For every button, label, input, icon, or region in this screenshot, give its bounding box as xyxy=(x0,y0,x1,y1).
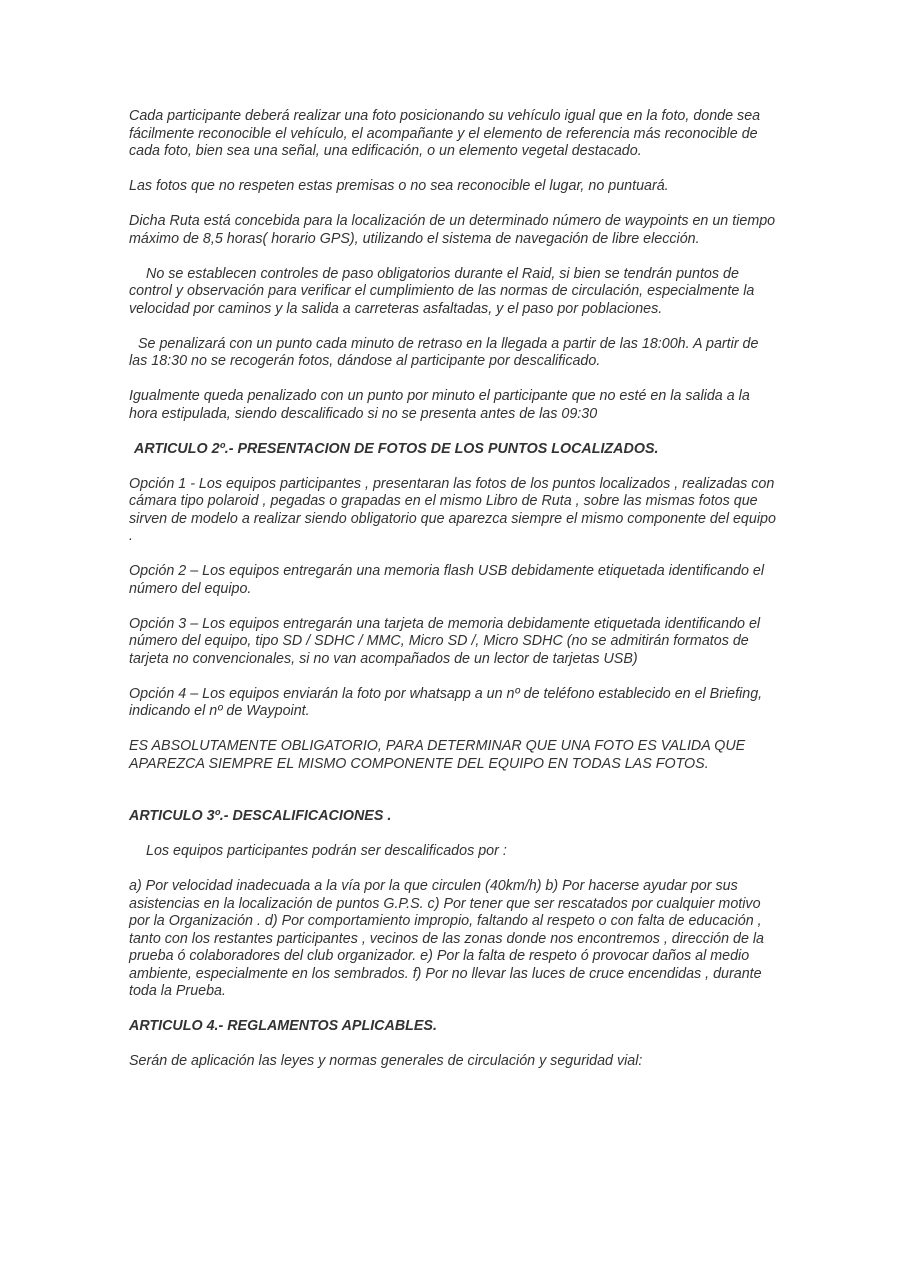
paragraph-control-points: No se establecen controles de paso obligatorios durante el Raid, si bien se tendrán puntos de control y observación para verificar el cumplimiento de las normas de circulación, especialmente la velocidad por caminos y la salida a carreteras asfaltadas, y el paso por poblaciones. xyxy=(129,265,755,317)
spacer xyxy=(129,791,779,809)
paragraph-photo-scoring: Las fotos que no respeten estas premisas o no sea reconocible el lugar, no puntuará. xyxy=(129,178,669,194)
paragraph-route-description: Dicha Ruta está concebida para la localización de un determinado número de waypoints en un tiempo máximo de 8,5 horas( horario GPS), utilizando el sistema de navegación de libre elección. xyxy=(129,213,776,247)
document-page xyxy=(129,108,779,1088)
paragraph-disqualification-list: a) Por velocidad inadecuada a la vía por la que circulen (40km/h) b) Por hacerse ayudar por sus asistencias en la localización de puntos G.P.S. c) Por tener que ser rescatados por cualquier motivo por la Organización . d) Por comportamiento impropio, faltando al respeto o con falta de educación , tanto con los restantes participantes , vecinos de las zonas donde nos encontremos , dirección de la prueba ó colaboradores del club organizador. e) Por la falta de respeto ó provocar daños al medio ambiente, especialmente en los sembrados. f) Por no llevar las luces de cruce encendidas , durante toda la Prueba. xyxy=(129,878,764,999)
paragraph-disqualification-intro: Los equipos participantes podrán ser descalificados por : xyxy=(146,843,507,859)
paragraph-penalty-delay: Se penalizará con un punto cada minuto de retraso en la llegada a partir de las 18:00h. A partir de las 18:30 no se recogerán fotos, dándose al participante por descalificado. xyxy=(129,335,759,369)
paragraph-penalty-start: Igualmente queda penalizado con un punto por minuto el participante que no esté en la salida a la hora estipulada, siendo descalificado si no se presenta antes de las 09:30 xyxy=(129,388,750,422)
paragraph-option-4: Opción 4 – Los equipos enviarán la foto por whatsapp a un nº de teléfono establecido en el Briefing, indicando el nº de Waypoint. xyxy=(129,685,763,719)
paragraph-photo-requirements: Cada participante deberá realizar una foto posicionando su vehículo igual que en la foto, donde sea fácilmente reconocible el vehículo, el acompañante y el elemento de referencia más reconocible de cada foto, bien sea una señal, una edificación, o un elemento vegetal destacado. xyxy=(129,108,761,159)
paragraph-option-1: Opción 1 - Los equipos participantes , presentaran las fotos de los puntos localizados , realizadas con cámara tipo polaroid , pegadas o grapadas en el mismo Libro de Ruta , sobre las mismas fotos que sirven de modelo a realizar siendo obligatorio que aparezca siempre el mismo componente del equipo . xyxy=(129,475,776,544)
paragraph-applicable-rules: Serán de aplicación las leyes y normas generales de circulación y seguridad vial: xyxy=(129,1053,643,1069)
paragraph-mandatory-notice: ES ABSOLUTAMENTE OBLIGATORIO, PARA DETERMINAR QUE UNA FOTO ES VALIDA QUE APAREZCA SIEMPRE EL MISMO COMPONENTE DEL EQUIPO EN TODAS LAS FOTOS. xyxy=(129,738,746,772)
heading-article-4: ARTICULO 4.- REGLAMENTOS APLICABLES. xyxy=(129,1018,437,1034)
paragraph-option-2: Opción 2 – Los equipos entregarán una memoria flash USB debidamente etiquetada identificando el número del equipo. xyxy=(129,563,765,597)
heading-article-2: ARTICULO 2º.- PRESENTACION DE FOTOS DE LOS PUNTOS LOCALIZADOS. xyxy=(134,440,659,457)
heading-article-3: ARTICULO 3º.- DESCALIFICACIONES . xyxy=(129,808,392,824)
paragraph-option-3: Opción 3 – Los equipos entregarán una tarjeta de memoria debidamente etiquetada identificando el número del equipo, tipo SD / SDHC / MMC, Micro SD /, Micro SDHC (no se admitirán formatos de tarjeta no convencionales, si no van acompañados de un lector de tarjetas USB) xyxy=(129,615,761,667)
